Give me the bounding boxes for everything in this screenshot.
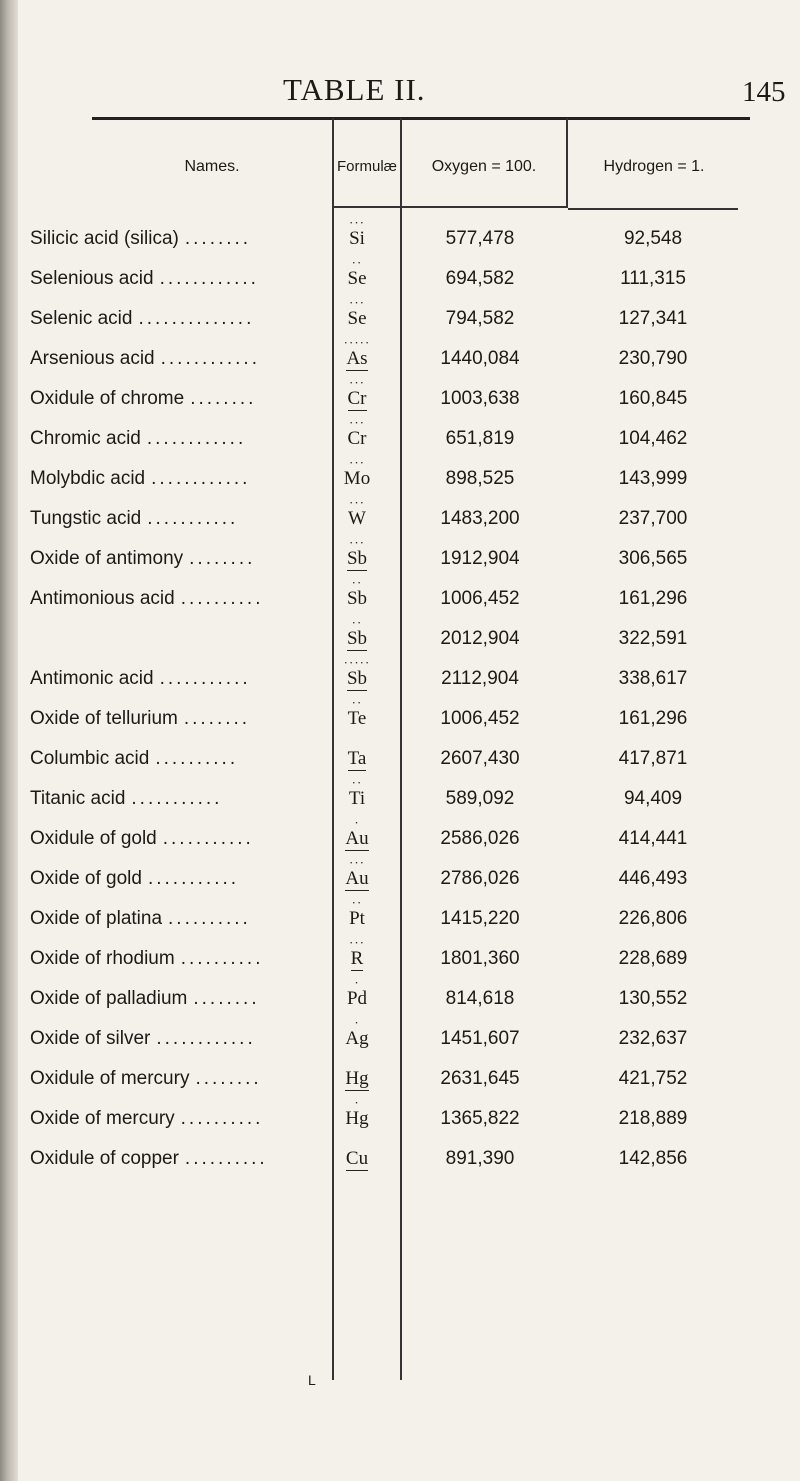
top-rule <box>92 117 750 120</box>
running-head <box>0 72 800 112</box>
element-symbol: As <box>346 348 368 369</box>
hydrogen-value: 142,856 <box>618 1148 688 1169</box>
substance-name: Antimonic acid <box>30 668 154 689</box>
dot-leader: ........... <box>162 828 254 849</box>
substance-name: Oxidule of copper <box>30 1148 179 1169</box>
dot-leader: ........ <box>193 988 260 1009</box>
hydrogen-value: 92,548 <box>623 228 683 249</box>
element-symbol: Se <box>347 308 367 329</box>
oxygen-value: 891,390 <box>445 1148 515 1169</box>
row-name <box>30 1028 330 1050</box>
oxygen-atom-dots: ····· <box>343 335 371 350</box>
element-symbol: Te <box>347 708 367 729</box>
oxygen-value: 1415,220 <box>440 908 520 929</box>
substance-name: Silicic acid (silica) <box>30 228 179 249</box>
row-name <box>30 868 330 890</box>
hydrogen-value: 237,700 <box>618 508 688 529</box>
chemical-formula <box>332 535 382 571</box>
element-symbol: W <box>348 508 366 529</box>
dot-leader: ........... <box>147 508 239 529</box>
oxygen-value: 2786,026 <box>440 868 520 889</box>
dot-leader: .......... <box>155 748 239 769</box>
oxygen-value: 898,525 <box>445 468 515 489</box>
oxygen-value: 577,478 <box>445 228 515 249</box>
hydrogen-value: 446,493 <box>618 868 688 889</box>
oxygen-atom-dots: ··· <box>349 935 365 950</box>
row-name <box>30 508 330 530</box>
table-row <box>0 695 800 738</box>
row-name <box>30 748 330 770</box>
element-symbol: Cu <box>345 1148 369 1169</box>
oxygen-atom-dots: ··· <box>349 495 365 510</box>
oxygen-atom-dots: ·· <box>351 895 363 910</box>
table-row <box>0 295 800 338</box>
chemical-formula <box>332 575 382 610</box>
dot-leader: ............ <box>151 468 251 489</box>
dot-leader: ........... <box>131 788 223 809</box>
row-name <box>30 348 330 370</box>
table-row <box>0 895 800 938</box>
oxygen-atom-dots: · <box>354 1095 360 1110</box>
chemical-formula <box>332 335 382 371</box>
element-symbol: Cr <box>347 428 367 449</box>
dot-leader: ........... <box>147 868 240 889</box>
hydrogen-value: 130,552 <box>618 988 688 1009</box>
chemical-formula <box>332 255 382 290</box>
signature-mark: L <box>308 1372 316 1388</box>
oxygen-atom-dots: · <box>354 1015 360 1030</box>
element-symbol: Sb <box>346 588 368 609</box>
column-header-hydrogen: Hydrogen = 1. <box>603 158 705 175</box>
table-row <box>0 375 800 418</box>
chemical-formula <box>332 295 382 330</box>
dot-leader: ........... <box>159 668 251 689</box>
table-row <box>0 1058 800 1098</box>
oxygen-atom-dots: ··· <box>349 415 365 430</box>
table-row <box>0 1095 800 1138</box>
chemical-formula <box>332 1148 382 1171</box>
row-name <box>30 668 330 690</box>
oxygen-value: 794,582 <box>445 308 515 329</box>
dot-leader: ............ <box>156 1028 256 1049</box>
dot-leader: .......... <box>180 1108 264 1129</box>
chemical-formula <box>332 935 382 971</box>
chemical-formula <box>332 748 382 771</box>
oxygen-value: 1912,904 <box>440 548 520 569</box>
row-name <box>30 708 330 730</box>
substance-name: Oxidule of chrome <box>30 388 185 409</box>
row-name <box>30 548 330 570</box>
oxygen-value: 1003,638 <box>440 388 520 409</box>
dot-leader: ........ <box>184 228 252 249</box>
substance-name: Oxide of silver <box>30 1028 151 1049</box>
element-symbol: Au <box>345 828 369 849</box>
table-row <box>0 1138 800 1178</box>
row-name <box>30 308 330 330</box>
element-symbol: Si <box>349 228 365 249</box>
row-name <box>30 1068 330 1090</box>
hydrogen-value: 94,409 <box>623 788 683 809</box>
chemical-formula <box>332 455 382 490</box>
hydrogen-value: 111,315 <box>620 268 686 289</box>
dot-leader: .......... <box>180 948 264 969</box>
oxygen-value: 589,092 <box>445 788 515 809</box>
hydrogen-value: 230,790 <box>618 348 688 369</box>
dot-leader: ............ <box>160 348 260 369</box>
hydrogen-value: 161,296 <box>618 708 688 729</box>
chemical-formula <box>332 1015 382 1050</box>
element-symbol: Sb <box>346 548 368 569</box>
oxygen-value: 2012,904 <box>440 628 520 649</box>
chemical-formula <box>332 975 382 1010</box>
oxygen-value: 2607,430 <box>440 748 520 769</box>
row-name <box>30 468 330 490</box>
oxygen-value: 651,819 <box>445 428 515 449</box>
table-row <box>0 975 800 1018</box>
hydrogen-value: 218,889 <box>618 1108 688 1129</box>
oxygen-value: 2112,904 <box>441 668 519 689</box>
row-name <box>30 1148 330 1170</box>
hydrogen-value: 414,441 <box>618 828 688 849</box>
substance-name: Antimonious acid <box>30 588 175 609</box>
row-name <box>30 788 330 810</box>
hydrogen-value: 143,999 <box>618 468 688 489</box>
row-name <box>30 588 330 610</box>
oxygen-atom-dots: ··· <box>349 535 365 550</box>
hydrogen-value: 127,341 <box>618 308 688 329</box>
chemical-formula <box>332 775 382 810</box>
oxygen-atom-dots: · <box>354 975 360 990</box>
element-symbol: Se <box>347 268 367 289</box>
table-row <box>0 738 800 778</box>
dot-leader: ........ <box>183 708 251 729</box>
chemical-formula <box>332 495 382 530</box>
substance-name: Columbic acid <box>30 748 150 769</box>
substance-name: Molybdic acid <box>30 468 146 489</box>
table-row <box>0 1015 800 1058</box>
table-row <box>0 495 800 538</box>
oxygen-value: 1006,452 <box>440 708 520 729</box>
dot-leader: ........ <box>195 1068 262 1089</box>
chemical-formula <box>332 895 382 930</box>
hydrogen-value: 232,637 <box>618 1028 688 1049</box>
oxygen-atom-dots: ·· <box>351 575 363 590</box>
chemical-formula <box>332 1095 382 1130</box>
substance-name: Oxide of tellurium <box>30 708 178 729</box>
chemical-formula <box>332 1068 382 1091</box>
oxygen-value: 2631,645 <box>440 1068 520 1089</box>
column-header-formulae: Formulæ <box>336 158 397 175</box>
data-table <box>0 215 800 1178</box>
dot-leader: .......... <box>168 908 251 929</box>
substance-name: Titanic acid <box>30 788 126 809</box>
table-row <box>0 855 800 898</box>
element-symbol: Ag <box>345 1028 369 1049</box>
substance-name: Selenic acid <box>30 308 133 329</box>
table-row <box>0 815 800 858</box>
table-row <box>0 455 800 498</box>
substance-name: Oxide of mercury <box>30 1108 175 1129</box>
chemical-formula <box>332 615 382 651</box>
table-row <box>0 335 800 378</box>
row-name <box>30 388 330 410</box>
element-symbol: Hg <box>345 1068 369 1089</box>
dot-leader: ............ <box>146 428 247 449</box>
row-name <box>30 428 330 450</box>
row-name <box>30 988 330 1010</box>
row-name <box>30 908 330 930</box>
element-symbol: R <box>350 948 364 969</box>
header-rule-right <box>568 208 738 210</box>
substance-name: Tungstic acid <box>30 508 142 529</box>
oxygen-atom-dots: · <box>354 815 360 830</box>
substance-name: Oxide of antimony <box>30 548 184 569</box>
table-row <box>0 535 800 578</box>
table-row <box>0 775 800 818</box>
row-name <box>30 628 330 650</box>
row-name <box>30 828 330 850</box>
hydrogen-value: 322,591 <box>618 628 688 649</box>
chemical-formula <box>332 855 382 891</box>
row-name <box>30 228 330 250</box>
substance-name: Chromic acid <box>30 428 141 449</box>
element-symbol: Au <box>345 868 369 889</box>
element-symbol: Sb <box>346 668 368 689</box>
oxygen-value: 1365,822 <box>440 1108 520 1129</box>
oxygen-value: 694,582 <box>445 268 515 289</box>
row-name <box>30 268 330 290</box>
table-row <box>0 415 800 458</box>
chemical-formula <box>332 375 382 411</box>
oxygen-value: 1440,084 <box>440 348 520 369</box>
hydrogen-value: 160,845 <box>618 388 688 409</box>
chemical-formula <box>332 215 382 250</box>
column-divider-hydrogen <box>566 118 568 208</box>
element-symbol: Mo <box>343 468 371 489</box>
dot-leader: .............. <box>138 308 255 329</box>
oxygen-atom-dots: ····· <box>343 655 371 670</box>
row-name <box>30 948 330 970</box>
substance-name: Oxidule of mercury <box>30 1068 190 1089</box>
oxygen-atom-dots: ·· <box>351 255 363 270</box>
substance-name: Arsenious acid <box>30 348 155 369</box>
hydrogen-value: 104,462 <box>618 428 688 449</box>
table-row <box>0 255 800 298</box>
table-row <box>0 655 800 698</box>
element-symbol: Cr <box>347 388 367 409</box>
chemical-formula <box>332 415 382 450</box>
row-name <box>30 1108 330 1130</box>
table-row <box>0 215 800 258</box>
element-symbol: Hg <box>345 1108 369 1129</box>
hydrogen-value: 338,617 <box>618 668 688 689</box>
header-rule <box>332 206 568 208</box>
chemical-formula <box>332 695 382 730</box>
oxygen-atom-dots: ··· <box>349 855 365 870</box>
hydrogen-value: 421,752 <box>618 1068 688 1089</box>
element-symbol: Pt <box>349 908 365 929</box>
oxygen-value: 814,618 <box>445 988 515 1009</box>
oxygen-value: 1006,452 <box>440 588 520 609</box>
element-symbol: Sb <box>346 628 368 649</box>
oxygen-value: 2586,026 <box>440 828 520 849</box>
column-header-oxygen: Oxygen = 100. <box>431 158 537 175</box>
element-symbol: Ta <box>347 748 367 769</box>
dot-leader: .......... <box>184 1148 268 1169</box>
table-row <box>0 575 800 618</box>
substance-name: Oxide of rhodium <box>30 948 175 969</box>
hydrogen-value: 306,565 <box>618 548 688 569</box>
dot-leader: ............ <box>159 268 259 289</box>
oxygen-value: 1451,607 <box>440 1028 520 1049</box>
substance-name: Oxide of platina <box>30 908 163 929</box>
hydrogen-value: 417,871 <box>618 748 688 769</box>
oxygen-atom-dots: ··· <box>349 455 365 470</box>
chemical-formula <box>332 815 382 851</box>
dot-leader: .......... <box>180 588 264 609</box>
column-header-names: Names. <box>184 158 240 175</box>
page-title: TABLE II. <box>283 72 426 107</box>
oxygen-atom-dots: ··· <box>349 215 365 230</box>
element-symbol: Ti <box>348 788 366 809</box>
hydrogen-value: 228,689 <box>618 948 688 969</box>
page-number: 145 <box>742 76 786 108</box>
oxygen-atom-dots: ·· <box>351 775 363 790</box>
element-symbol: Pd <box>346 988 368 1009</box>
oxygen-atom-dots: ··· <box>349 295 365 310</box>
dot-leader: ........ <box>190 388 257 409</box>
oxygen-value: 1801,360 <box>440 948 520 969</box>
substance-name: Oxidule of gold <box>30 828 157 849</box>
hydrogen-value: 161,296 <box>618 588 688 609</box>
oxygen-atom-dots: ·· <box>351 615 363 630</box>
oxygen-atom-dots: ··· <box>349 375 365 390</box>
substance-name: Selenious acid <box>30 268 154 289</box>
table-row <box>0 615 800 658</box>
chemical-formula <box>332 655 382 691</box>
substance-name: Oxide of gold <box>30 868 142 889</box>
oxygen-value: 1483,200 <box>440 508 520 529</box>
dot-leader: ........ <box>189 548 256 569</box>
substance-name: Oxide of palladium <box>30 988 188 1009</box>
table-row <box>0 935 800 978</box>
hydrogen-value: 226,806 <box>618 908 688 929</box>
oxygen-atom-dots: ·· <box>351 695 363 710</box>
